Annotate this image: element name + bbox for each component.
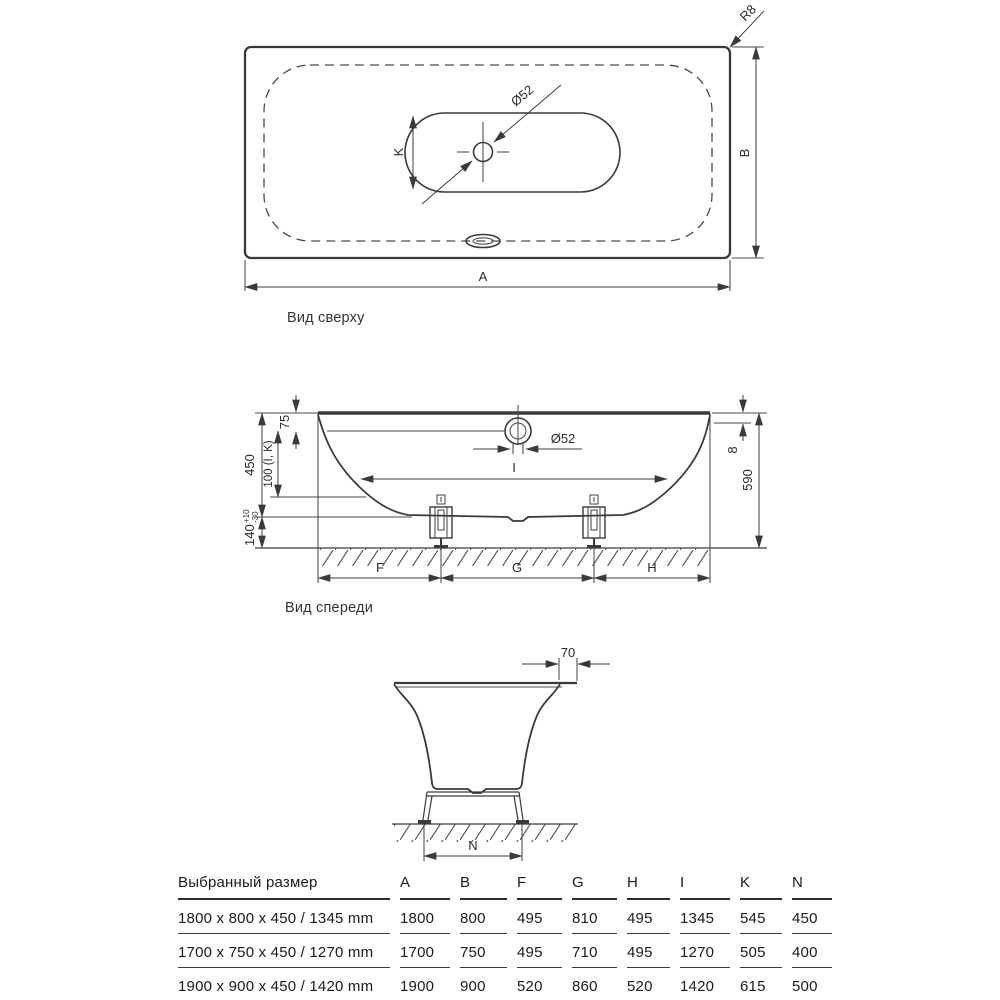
table-cell: 520 (517, 968, 562, 1000)
drain-diameter-dimension (422, 82, 561, 204)
table-cell: 1270 (680, 934, 730, 968)
foot-height-label: 140 (242, 524, 257, 546)
front-view-drawing (230, 370, 790, 598)
overall-height-label: 590 (740, 469, 755, 491)
tub-top-outline (245, 47, 730, 258)
table-cell: 1420 (680, 968, 730, 1000)
table-cell: 1900 x 900 x 450 / 1420 mm (178, 968, 390, 1000)
table-cell: 1700 x 750 x 450 / 1270 mm (178, 934, 390, 968)
top-view-drawing (170, 0, 830, 300)
corner-radius-dimension (730, 2, 764, 47)
table-header-i: I (680, 872, 730, 900)
table-cell: 710 (572, 934, 617, 968)
table-cell: 495 (517, 934, 562, 968)
table-cell: 545 (740, 900, 782, 934)
floor (392, 824, 578, 842)
table-header-a: A (400, 872, 450, 900)
table-header-k: K (740, 872, 782, 900)
table-cell: 615 (740, 968, 782, 1000)
table-header-f: F (517, 872, 562, 900)
table-cell: 800 (460, 900, 507, 934)
table-cell: 900 (460, 968, 507, 1000)
table-header-n: N (792, 872, 832, 900)
dim-g-label: G (511, 560, 523, 575)
table-cell: 505 (740, 934, 782, 968)
table-cell: 495 (517, 900, 562, 934)
table-cell: 1345 (680, 900, 730, 934)
tub-front-outline (255, 413, 767, 548)
length-dimension (245, 260, 730, 291)
front-view-caption: Вид спереди (285, 600, 373, 616)
foot-height-dimension (242, 509, 260, 546)
tub-depth-label: 450 (242, 454, 257, 476)
table-cell: 1900 (400, 968, 450, 1000)
table-cell: 450 (792, 900, 832, 934)
dim-h-label: H (647, 560, 657, 575)
table-cell: 495 (627, 900, 670, 934)
dim-f-label: F (376, 560, 384, 575)
rim-edge-label: 8 (725, 446, 740, 454)
drain-icon (457, 122, 509, 182)
table-cell: 860 (572, 968, 617, 1000)
width-label: B (737, 148, 752, 158)
table-header-h: H (627, 872, 670, 900)
rim-width-dimension (522, 645, 610, 681)
table-cell: 400 (792, 934, 832, 968)
table-cell: 1800 (400, 900, 450, 934)
rim-width-label: 70 (560, 645, 576, 660)
table-cell: 750 (460, 934, 507, 968)
table-cell: 810 (572, 900, 617, 934)
tub-side-outline (394, 683, 577, 793)
inner-width-label: K (391, 147, 406, 157)
table-cell: 1700 (400, 934, 450, 968)
table-header-g: G (572, 872, 617, 900)
foot-height-tol-minus: -30 (251, 511, 260, 523)
dimensions-table (178, 872, 832, 1000)
drain-diameter-label: Ø52 (550, 431, 576, 446)
table-header-size: Выбранный размер (178, 872, 390, 900)
foot-height-tol-plus: +10 (242, 509, 251, 523)
corner-radius-label: R8 (736, 1, 759, 24)
inner-width-dimension (391, 116, 413, 189)
support-cradle (418, 792, 529, 824)
right-foot (583, 495, 605, 583)
table-header-b: B (460, 872, 507, 900)
length-label: A (478, 269, 488, 284)
foot-span-label: N (468, 838, 478, 853)
drain-center-depth-label: 100 (I, K) (263, 440, 275, 488)
inner-length-dimension (361, 460, 667, 479)
table-cell: 520 (627, 968, 670, 1000)
width-dimension (732, 47, 764, 258)
left-foot (430, 495, 452, 583)
inner-length-label: I (512, 460, 516, 475)
table-cell: 495 (627, 934, 670, 968)
side-view-drawing (370, 640, 650, 868)
left-dimensions (242, 395, 412, 548)
rim-to-drain-label: 75 (277, 414, 292, 430)
top-view-caption: Вид сверху (287, 310, 365, 326)
table-cell: 500 (792, 968, 832, 1000)
right-dimensions (714, 395, 759, 548)
table-cell: 1800 x 800 x 450 / 1345 mm (178, 900, 390, 934)
drain-diameter-label: Ø52 (507, 81, 537, 110)
